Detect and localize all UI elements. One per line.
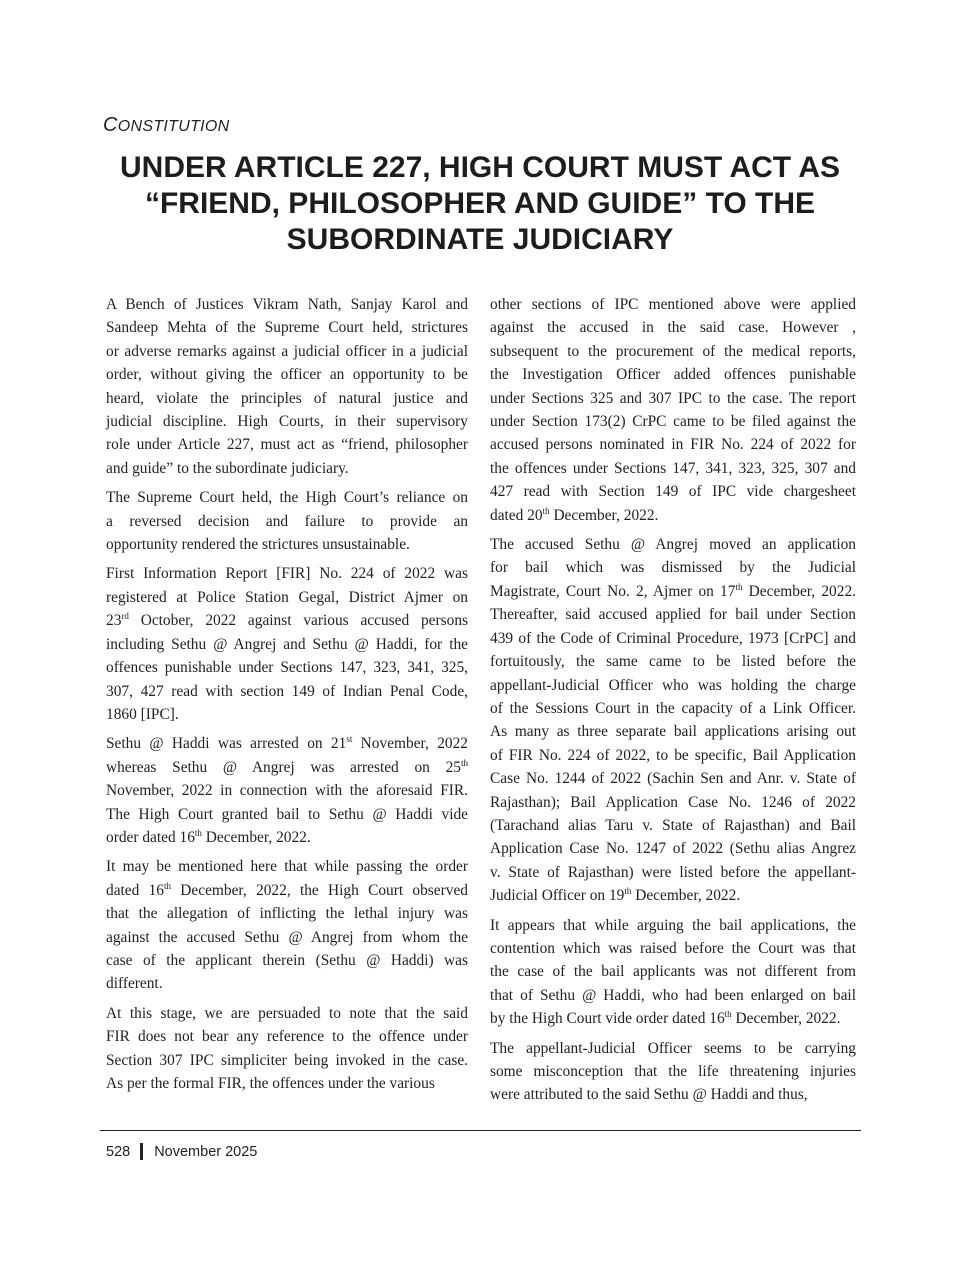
section-label: CONSTITUTION [103, 114, 230, 136]
footer-rule [100, 1130, 861, 1131]
text-line: against the accused Sethu @ Angrej from whom the [106, 928, 468, 946]
text-line: 307, 427 read with section 149 of Indian Penal Code, [106, 682, 468, 700]
text-line: role under Article 227, must act as “friend, philosopher [106, 436, 468, 454]
paragraph [106, 855, 468, 995]
text-line: The Supreme Court held, the High Court’s reliance on [106, 489, 468, 507]
text-line: Sandeep Mehta of the Supreme Court held, strictures [106, 319, 468, 337]
text-line: fortuitously, the same came to be listed before the [490, 653, 856, 671]
issue-date: November 2025 [154, 1143, 258, 1160]
text-line: As per the formal FIR, the offences under the various [106, 1075, 435, 1092]
text-line: 1860 [IPC]. [106, 705, 179, 723]
text-line: The accused Sethu @ Angrej moved an application [490, 536, 856, 554]
text-line: It appears that while arguing the bail applications, the [490, 916, 856, 934]
text-line: the case of the bail applicants was not different from [490, 963, 856, 981]
text-line: order, without giving the officer an opportunity to be [106, 366, 468, 384]
paragraph [490, 293, 856, 527]
paragraph [106, 293, 468, 480]
text-line: the offences under Sections 147, 341, 323, 325, 307 and [490, 459, 856, 477]
text-line: Section 307 IPC simpliciter being invoked in the case. [106, 1051, 468, 1069]
text-line: contention which was raised before the Court was that [490, 939, 856, 957]
text-line: 439 of the Code of Criminal Procedure, 1973 [CrPC] and [490, 629, 856, 647]
page-footer [106, 1143, 257, 1160]
text-line: order dated 16th December, 2022. [106, 827, 311, 846]
text-line: the Investigation Officer added offences punishable [490, 366, 856, 384]
text-line: judicial discipline. High Courts, in their supervisory [106, 413, 468, 431]
text-line: opportunity rendered the strictures unsustainable. [106, 536, 410, 554]
paragraph [490, 914, 856, 1031]
text-line: accused persons nominated in FIR No. 224 of 2022 for [490, 436, 856, 454]
paragraph [106, 562, 468, 726]
paragraph [490, 533, 856, 908]
text-line: Sethu @ Haddi was arrested on 21st November, 2022 [106, 734, 468, 753]
right-column [490, 293, 856, 1113]
text-line: Application Case No. 1247 of 2022 (Sethu alias Angrez [490, 840, 856, 858]
text-line: a reversed decision and failure to provide an [106, 512, 468, 530]
text-line: appellant-Judicial Officer who was holding the charge [490, 676, 856, 694]
text-line: against the accused in the said case. However , [490, 319, 856, 337]
text-line: and guide” to the subordinate judiciary. [106, 459, 349, 477]
text-line: 23rd October, 2022 against various accused persons [106, 611, 468, 630]
text-line: (Tarachand alias Taru v. State of Rajasthan) and Bail [490, 816, 856, 834]
text-line: Case No. 1244 of 2022 (Sachin Sen and Anr. v. State of [490, 770, 856, 788]
text-line: It may be mentioned here that while passing the order [106, 858, 468, 876]
text-line: At this stage, we are persuaded to note that the said [106, 1004, 468, 1022]
title-line: UNDER ARTICLE 227, HIGH COURT MUST ACT AS [119, 151, 841, 184]
text-line: heard, violate the principles of natural justice and [106, 389, 468, 407]
text-line: 427 read with Section 149 of IPC vide chargesheet [490, 483, 856, 501]
text-line: different. [106, 975, 163, 993]
paragraph [106, 732, 468, 849]
text-line: Magistrate, Court No. 2, Ajmer on 17th December, 2022. [490, 581, 856, 600]
text-line: The appellant-Judicial Officer seems to be carrying [490, 1039, 856, 1057]
text-line: v. State of Rajasthan) were listed before the appellant- [490, 863, 856, 881]
text-line: The High Court granted bail to Sethu @ Haddi vide [106, 805, 468, 823]
paragraph [106, 486, 468, 556]
left-column [106, 293, 468, 1101]
text-line: dated 20th December, 2022. [490, 505, 659, 524]
text-line: whereas Sethu @ Angrej was arrested on 25th [106, 757, 468, 776]
text-line: dated 16th December, 2022, the High Court observed [106, 880, 468, 899]
text-line: As many as three separate bail applications arising out [490, 723, 856, 741]
text-line: under Section 173(2) CrPC came to be filed against the [490, 413, 856, 431]
text-line: A Bench of Justices Vikram Nath, Sanjay Karol and [106, 296, 468, 313]
text-line: that the allegation of inflicting the lethal injury was [106, 905, 468, 923]
text-line: November, 2022 in connection with the aforesaid FIR. [106, 782, 468, 800]
title-line: “FRIEND, PHILOSOPHER AND GUIDE” TO THE [144, 187, 816, 220]
text-line: by the High Court vide order dated 16th December, 2022. [490, 1009, 841, 1028]
text-line: that of Sethu @ Haddi, who had been enlarged on bail [490, 986, 856, 1004]
text-line: under Sections 325 and 307 IPC to the case. The report [490, 389, 856, 407]
text-line: were attributed to the said Sethu @ Haddi and thus, [490, 1086, 808, 1104]
text-line: for bail which was dismissed by the Judicial [490, 559, 856, 577]
footer-divider [140, 1143, 143, 1160]
text-line: Judicial Officer on 19th December, 2022. [490, 886, 741, 905]
text-line: of FIR No. 224 of 2022, to be specific, Bail Application [490, 746, 856, 764]
text-line: Rajasthan); Bail Application Case No. 1246 of 2022 [490, 793, 856, 811]
text-line: including Sethu @ Angrej and Sethu @ Haddi, for the [106, 635, 468, 653]
text-line: some misconception that the life threatening injuries [490, 1063, 856, 1080]
article-title [100, 150, 860, 258]
text-line: or adverse remarks against a judicial officer in a judicial [106, 342, 468, 360]
paragraph [106, 1002, 468, 1096]
text-line: offences punishable under Sections 147, 323, 341, 325, [106, 659, 468, 677]
text-line: subsequent to the procurement of the medical reports, [490, 342, 856, 360]
page-number: 528 [106, 1143, 131, 1160]
paragraph [490, 1037, 856, 1107]
text-line: FIR does not bear any reference to the offence under [106, 1028, 468, 1046]
text-line: of the Sessions Court in the capacity of a Link Officer. [490, 699, 856, 717]
text-line: First Information Report [FIR] No. 224 of 2022 was [106, 565, 468, 583]
text-line: Thereafter, said accused applied for bail under Section [490, 606, 856, 624]
text-line: other sections of IPC mentioned above were applied [490, 296, 856, 313]
text-line: registered at Police Station Gegal, District Ajmer on [106, 588, 468, 606]
title-line: SUBORDINATE JUDICIARY [286, 223, 674, 256]
text-line: case of the applicant therein (Sethu @ Haddi) was [106, 951, 468, 969]
